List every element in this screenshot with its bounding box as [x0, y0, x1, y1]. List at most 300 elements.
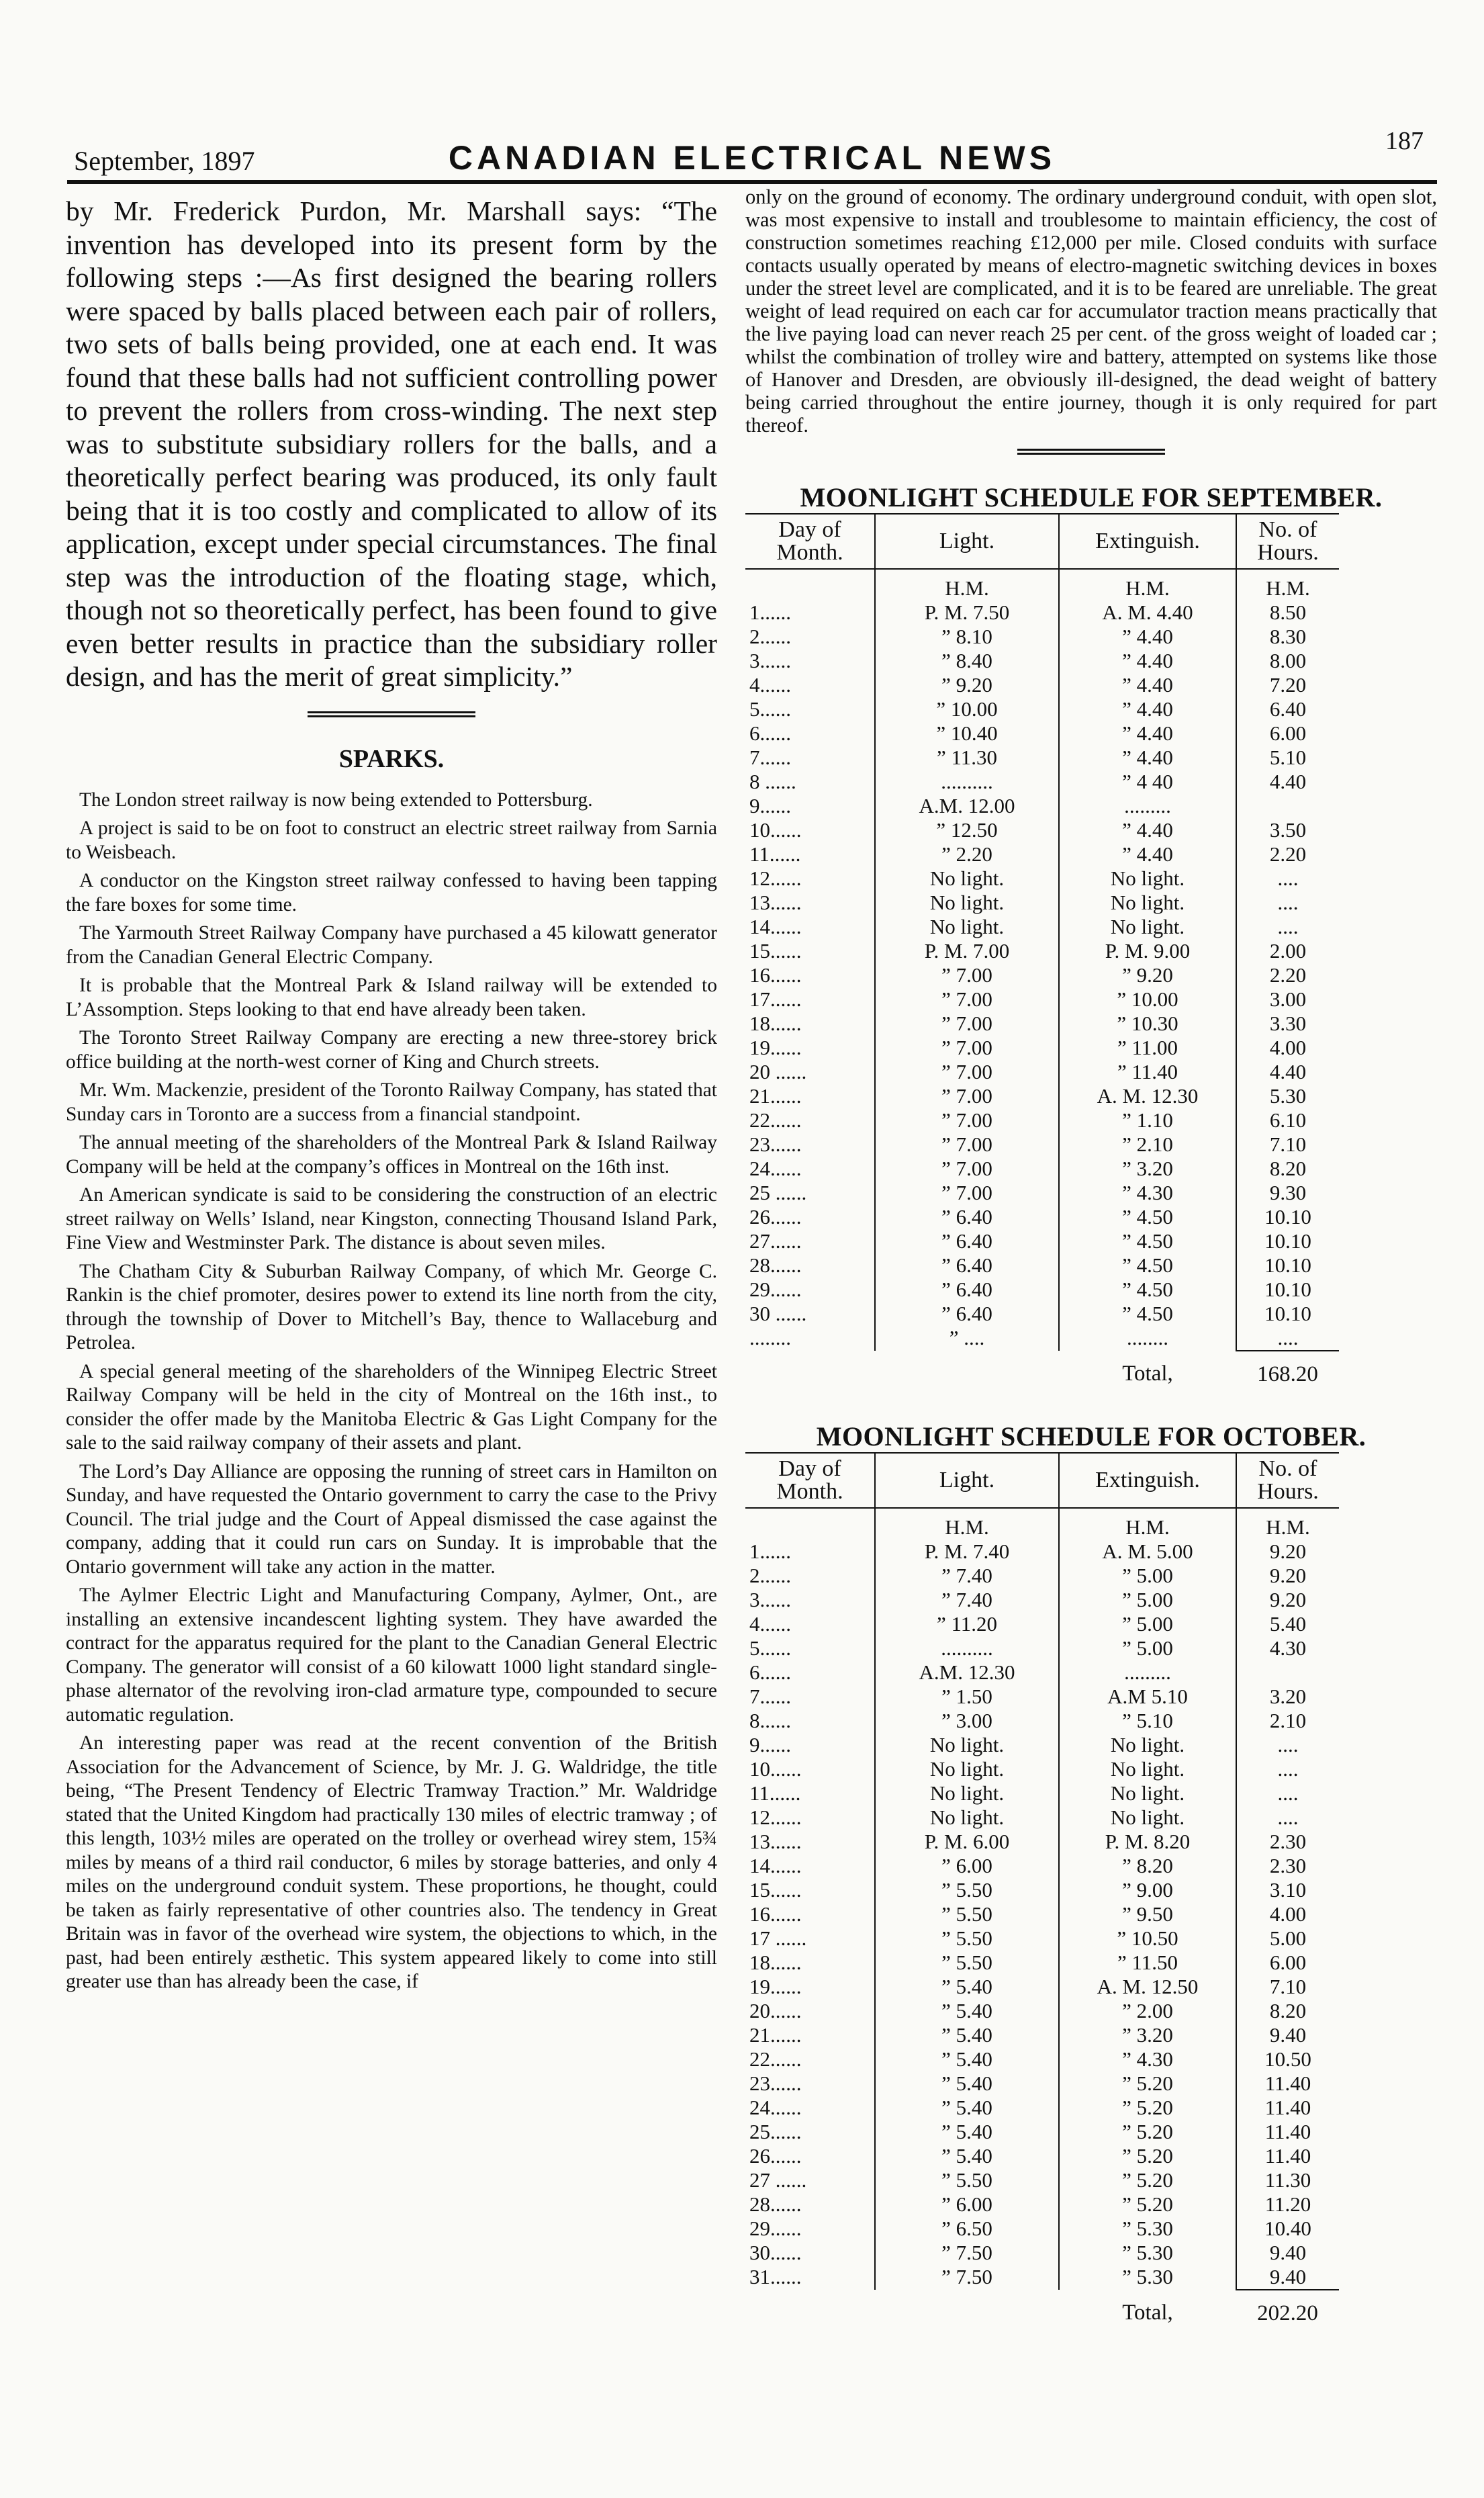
hours-cell: 4.40: [1236, 1060, 1339, 1084]
schedule-row: [745, 963, 1339, 987]
day-cell: 28......: [749, 1253, 802, 1277]
light-cell: ” 3.00: [875, 1709, 1059, 1733]
column-header: Extinguish.: [1059, 1453, 1236, 1508]
schedule-row: [745, 915, 1339, 939]
schedule-row: [745, 1878, 1339, 1902]
schedule-row: [745, 1278, 1339, 1302]
schedule-row: [745, 939, 1339, 963]
hours-cell: 9.40: [1236, 2023, 1339, 2047]
total-value: 168.20: [1236, 1351, 1339, 1386]
light-cell: No light.: [875, 1781, 1059, 1805]
light-cell: ” 7.40: [875, 1564, 1059, 1588]
day-cell: 18......: [749, 1012, 802, 1035]
schedule-row: [745, 1157, 1339, 1181]
day-cell: 12......: [749, 866, 802, 890]
day-cell: 15......: [749, 939, 802, 963]
day-cell: 25 ......: [749, 1181, 807, 1204]
light-cell: No light.: [875, 1733, 1059, 1757]
schedule-row: [745, 1060, 1339, 1084]
column-header: No. of Hours.: [1236, 514, 1339, 569]
schedule-row: [745, 2096, 1339, 2120]
september-schedule: [745, 482, 1437, 1386]
schedule-row: [745, 746, 1339, 770]
hours-cell: 3.50: [1236, 818, 1339, 842]
light-cell: ” 6.40: [875, 1278, 1059, 1302]
schedule-row: [745, 1975, 1339, 1999]
light-cell: ” 5.40: [875, 1999, 1059, 2023]
schedule-row: [745, 1326, 1339, 1351]
light-cell: No light.: [875, 866, 1059, 891]
hours-cell: 5.00: [1236, 1926, 1339, 1951]
extinguish-cell: ” 4.50: [1059, 1205, 1236, 1229]
light-cell: ” 5.50: [875, 2168, 1059, 2192]
day-cell: 19......: [749, 1036, 802, 1059]
hours-cell: 11.40: [1236, 2071, 1339, 2096]
day-cell: 14......: [749, 1854, 802, 1877]
light-cell: ” 7.00: [875, 1181, 1059, 1205]
light-cell: P. M. 7.00: [875, 939, 1059, 963]
hours-cell: 9.40: [1236, 2265, 1339, 2290]
hours-cell: 8.30: [1236, 625, 1339, 649]
hours-cell: 3.10: [1236, 1878, 1339, 1902]
day-cell: 15......: [749, 1878, 802, 1902]
extinguish-cell: No light.: [1059, 1757, 1236, 1781]
spacer: [1017, 1398, 1165, 1400]
spark-item: A project is said to be on foot to construct an electric street railway from Sarnia to Weisbeach.: [66, 817, 717, 863]
extinguish-cell: A. M. 12.50: [1059, 1975, 1236, 1999]
light-cell: ” 11.30: [875, 746, 1059, 770]
light-cell: ” 7.00: [875, 987, 1059, 1012]
schedule-title: MOONLIGHT SCHEDULE FOR SEPTEMBER.: [800, 482, 1383, 512]
day-cell: 21......: [749, 1084, 802, 1108]
column-header: Light.: [875, 1453, 1059, 1508]
hours-cell: ....: [1236, 1781, 1339, 1805]
schedule-row: [745, 1181, 1339, 1205]
extinguish-cell: ........: [1059, 1326, 1236, 1351]
hours-cell: 7.10: [1236, 1132, 1339, 1157]
light-cell: No light.: [875, 915, 1059, 939]
column-header: Light.: [875, 514, 1059, 569]
extinguish-cell: P. M. 8.20: [1059, 1830, 1236, 1854]
schedule-row: [745, 1781, 1339, 1805]
hours-cell: 6.00: [1236, 1951, 1339, 1975]
extinguish-cell: A.M 5.10: [1059, 1685, 1236, 1709]
schedule-row: [745, 1564, 1339, 1588]
hours-cell: 10.50: [1236, 2047, 1339, 2071]
hours-cell: 10.10: [1236, 1302, 1339, 1326]
sparks-heading: SPARKS.: [338, 744, 445, 773]
hours-cell: 3.20: [1236, 1685, 1339, 1709]
light-cell: ” 6.00: [875, 2192, 1059, 2217]
day-cell: ........: [749, 1326, 791, 1349]
extinguish-cell: ” 9.20: [1059, 963, 1236, 987]
extinguish-cell: ” 3.20: [1059, 1157, 1236, 1181]
schedule-row: [745, 2265, 1339, 2290]
hours-cell: [1236, 794, 1339, 818]
light-cell: ..........: [875, 770, 1059, 794]
day-cell: 21......: [749, 2023, 802, 2047]
day-cell: 25......: [749, 2120, 802, 2143]
spark-item: The Aylmer Electric Light and Manufacturing Company, Aylmer, Ont., are installing an extensive incandescent lighting system. They have awarded the contract for the apparatus required for the plant to the Canadian General Electric Company. The generator will consist of a 60 kilowatt 1000 light standard single-phase alternator of the revolving iron-clad armature type, compounded to secure automatic regulation.: [66, 1585, 717, 1726]
light-cell: P. M. 7.50: [875, 600, 1059, 625]
section-divider: [308, 711, 475, 717]
day-cell: 3......: [749, 649, 791, 672]
extinguish-cell: ” 9.00: [1059, 1878, 1236, 1902]
page-number: 187: [1385, 127, 1424, 155]
spark-item: A special general meeting of the shareholders of the Winnipeg Electric Street Railway Company will be held in the city of Montreal on the 16th inst., to consider the offer made by the Manitoba Electric & Gas Light Company for the sale to the said railway company of their assets and plant.: [66, 1360, 717, 1454]
light-cell: ” 8.10: [875, 625, 1059, 649]
hours-cell: 8.00: [1236, 649, 1339, 673]
light-cell: ” 8.40: [875, 649, 1059, 673]
schedule-row: [745, 1612, 1339, 1636]
light-cell: ” 6.40: [875, 1253, 1059, 1278]
sparks-list: [66, 789, 717, 1994]
light-cell: ” 7.00: [875, 1132, 1059, 1157]
hours-cell: 9.30: [1236, 1181, 1339, 1205]
unit-cell: H.M.: [1059, 569, 1236, 600]
day-cell: 27 ......: [749, 2168, 807, 2192]
light-cell: ” 9.20: [875, 673, 1059, 697]
extinguish-cell: ” 4.50: [1059, 1278, 1236, 1302]
day-cell: 17 ......: [749, 1926, 807, 1950]
light-cell: ” 7.00: [875, 1036, 1059, 1060]
schedule-row: [745, 1084, 1339, 1108]
unit-cell: H.M.: [1236, 569, 1339, 600]
extinguish-cell: ” 1.10: [1059, 1108, 1236, 1132]
extinguish-cell: ” 4.40: [1059, 673, 1236, 697]
schedule-row: [745, 2120, 1339, 2144]
light-cell: ” 5.50: [875, 1951, 1059, 1975]
light-cell: ” 7.00: [875, 1084, 1059, 1108]
schedule-row: [745, 1757, 1339, 1781]
day-cell: 4......: [749, 1612, 791, 1636]
light-cell: A.M. 12.30: [875, 1660, 1059, 1685]
hours-cell: 7.10: [1236, 1975, 1339, 1999]
light-cell: ” 6.40: [875, 1229, 1059, 1253]
schedule-row: [745, 600, 1339, 625]
schedule-row: [745, 794, 1339, 818]
light-cell: ” 1.50: [875, 1685, 1059, 1709]
light-cell: No light.: [875, 1757, 1059, 1781]
extinguish-cell: .........: [1059, 1660, 1236, 1685]
light-cell: ” 6.00: [875, 1854, 1059, 1878]
extinguish-cell: ” 4.50: [1059, 1229, 1236, 1253]
spark-item: A conductor on the Kingston street railway confessed to having been tapping the fare boxes for some time.: [66, 870, 717, 916]
extinguish-cell: ” 5.20: [1059, 2192, 1236, 2217]
hours-cell: 5.40: [1236, 1612, 1339, 1636]
day-cell: 1......: [749, 1540, 791, 1563]
day-cell: 11......: [749, 1781, 801, 1805]
units-row: [745, 1508, 1339, 1540]
schedule-row: [745, 1709, 1339, 1733]
light-cell: ” 7.00: [875, 1060, 1059, 1084]
day-cell: 20 ......: [749, 1060, 807, 1083]
schedule-row: [745, 2192, 1339, 2217]
spark-item: The Yarmouth Street Railway Company have purchased a 45 kilowatt generator from the Canadian General Electric Company.: [66, 922, 717, 968]
schedule-row: [745, 2047, 1339, 2071]
schedule-row: [745, 697, 1339, 721]
schedule-row: [745, 2241, 1339, 2265]
extinguish-cell: ” 9.50: [1059, 1902, 1236, 1926]
extinguish-cell: ” 5.00: [1059, 1636, 1236, 1660]
schedule-row: [745, 1999, 1339, 2023]
day-cell: 20......: [749, 1999, 802, 2022]
light-cell: ” 5.40: [875, 2023, 1059, 2047]
extinguish-cell: No light.: [1059, 1805, 1236, 1830]
hours-cell: 2.10: [1236, 1709, 1339, 1733]
light-cell: ” 10.40: [875, 721, 1059, 746]
day-cell: 23......: [749, 1132, 802, 1156]
extinguish-cell: ” 8.20: [1059, 1854, 1236, 1878]
extinguish-cell: ” 5.20: [1059, 2144, 1236, 2168]
hours-cell: ....: [1236, 891, 1339, 915]
hours-cell: 10.40: [1236, 2217, 1339, 2241]
light-cell: ” 5.40: [875, 2047, 1059, 2071]
extinguish-cell: ” 5.00: [1059, 1612, 1236, 1636]
day-cell: 2......: [749, 1564, 791, 1587]
light-cell: ” 7.40: [875, 1588, 1059, 1612]
schedule-row: [745, 1588, 1339, 1612]
extinguish-cell: ” 5.30: [1059, 2217, 1236, 2241]
schedule-row: [745, 1012, 1339, 1036]
hours-cell: 2.00: [1236, 939, 1339, 963]
hours-cell: 3.00: [1236, 987, 1339, 1012]
light-cell: ” 5.40: [875, 2144, 1059, 2168]
day-cell: 12......: [749, 1805, 802, 1829]
light-cell: ” 7.00: [875, 1108, 1059, 1132]
schedule-row: [745, 1805, 1339, 1830]
day-cell: 13......: [749, 891, 802, 914]
extinguish-cell: ” 4 40: [1059, 770, 1236, 794]
schedule-row: [745, 1132, 1339, 1157]
day-cell: 1......: [749, 600, 791, 624]
day-cell: 3......: [749, 1588, 791, 1611]
extinguish-cell: ” 4.40: [1059, 818, 1236, 842]
extinguish-cell: ” 11.40: [1059, 1060, 1236, 1084]
light-cell: P. M. 6.00: [875, 1830, 1059, 1854]
total-row: [745, 2290, 1339, 2325]
hours-cell: 2.20: [1236, 963, 1339, 987]
day-cell: 22......: [749, 1108, 802, 1132]
hours-cell: 10.10: [1236, 1253, 1339, 1278]
extinguish-cell: ” 5.20: [1059, 2096, 1236, 2120]
continued-paragraph: only on the ground of economy. The ordinary underground conduit, with open slot, was most expensive to install and troublesome to maintain efficiency, the cost of construction sometimes reaching £12,000 per mile. Closed conduits with surface contacts usually operated by means of electro-magnetic switching devices in boxes under the street level are complicated, and it is to be feared are unreliable. The great weight of lead required on each car for accumulator traction means practically that the live paying load can never reach 25 per cent. of the gross weight of loaded car ; whilst the combination of trolley wire and battery, attempted on systems like those of Hanover and Dresden, are obviously ill-designed, the dead weight of battery being carried throughout the entire journey, though it is only required for part thereof.: [745, 185, 1437, 437]
total-row: [745, 1351, 1339, 1386]
extinguish-cell: ” 5.10: [1059, 1709, 1236, 1733]
extinguish-cell: A. M. 12.30: [1059, 1084, 1236, 1108]
extinguish-cell: ” 4.40: [1059, 721, 1236, 746]
hours-cell: 9.20: [1236, 1564, 1339, 1588]
schedule-row: [745, 1302, 1339, 1326]
unit-cell: [745, 569, 875, 600]
light-cell: ” 7.00: [875, 1157, 1059, 1181]
day-cell: 31......: [749, 2265, 802, 2288]
extinguish-cell: ” 2.10: [1059, 1132, 1236, 1157]
extinguish-cell: ” 4.40: [1059, 746, 1236, 770]
hours-cell: 4.30: [1236, 1636, 1339, 1660]
hours-cell: 2.30: [1236, 1854, 1339, 1878]
schedule-row: [745, 1036, 1339, 1060]
schedule-row: [745, 891, 1339, 915]
day-cell: 29......: [749, 1278, 802, 1301]
schedule-row: [745, 1636, 1339, 1660]
hours-cell: 11.40: [1236, 2120, 1339, 2144]
day-cell: 26......: [749, 1205, 802, 1229]
header-rule: [67, 180, 1437, 184]
day-cell: 27......: [749, 1229, 802, 1253]
hours-cell: 9.20: [1236, 1540, 1339, 1564]
light-cell: ” 5.50: [875, 1878, 1059, 1902]
extinguish-cell: ” 5.30: [1059, 2265, 1236, 2290]
hours-cell: 6.40: [1236, 697, 1339, 721]
schedule-row: [745, 1854, 1339, 1878]
schedule-row: [745, 2144, 1339, 2168]
extinguish-cell: ” 4.30: [1059, 1181, 1236, 1205]
hours-cell: 5.30: [1236, 1084, 1339, 1108]
extinguish-cell: A. M. 4.40: [1059, 600, 1236, 625]
spark-item: An interesting paper was read at the recent convention of the British Association for the Advancement of Science, by Mr. J. G. Waldridge, the title being, “The Present Tendency of Electric Tramway Traction.” Mr. Waldridge stated that the United Kingdom had practically 130 miles of electric tramway ; of this length, 103½ miles are operated on the trolley or overhead wirey stem, 15¾ miles by means of a third rail conductor, 6 miles by storage batteries, and only 4 miles on the underground conduit system. These proportions, he thought, could be taken as fairly representative of other countries also. The tendency in Great Britain was in favor of the overhead wire system, the objections to which, in the past, had been entirely æsthetic. This system appeared likely to come into still greater use than has already been the case, if: [66, 1732, 717, 1992]
light-cell: ” 5.40: [875, 2096, 1059, 2120]
day-cell: 13......: [749, 1830, 802, 1853]
day-cell: 4......: [749, 673, 791, 697]
light-cell: A.M. 12.00: [875, 794, 1059, 818]
light-cell: ” 6.50: [875, 2217, 1059, 2241]
hours-cell: 6.00: [1236, 721, 1339, 746]
day-cell: 11......: [749, 842, 801, 866]
light-cell: ” ....: [875, 1326, 1059, 1351]
schedule-row: [745, 1926, 1339, 1951]
day-cell: 29......: [749, 2217, 802, 2240]
light-cell: ” 12.50: [875, 818, 1059, 842]
hours-cell: 8.50: [1236, 600, 1339, 625]
spark-item: It is probable that the Montreal Park & Island railway will be extended to L’Assomption. Steps looking to that end have already been taken.: [66, 975, 717, 1020]
hours-cell: 10.10: [1236, 1205, 1339, 1229]
day-cell: 17......: [749, 987, 802, 1011]
hours-cell: ....: [1236, 1805, 1339, 1830]
day-cell: 24......: [749, 2096, 802, 2119]
schedule-row: [745, 818, 1339, 842]
day-cell: 2......: [749, 625, 791, 648]
masthead-title: CANADIAN ELECTRICAL NEWS: [448, 139, 1056, 177]
schedule-row: [745, 2023, 1339, 2047]
unit-cell: H.M.: [1059, 1508, 1236, 1540]
section-divider: [1017, 449, 1165, 455]
day-cell: 26......: [749, 2144, 802, 2168]
hours-cell: 9.20: [1236, 1588, 1339, 1612]
hours-cell: 5.10: [1236, 746, 1339, 770]
schedule-row: [745, 1229, 1339, 1253]
spark-item: The Lord’s Day Alliance are opposing the running of street cars in Hamilton on Sunday, and have requested the Ontario government to carry the case to the Privy Council. The trial judge and the Court of Appeal dismissed the case against the company, adding that it could run cars on Sunday. It is improbable that the Ontario government will take any action in the matter.: [66, 1460, 717, 1578]
light-cell: P. M. 7.40: [875, 1540, 1059, 1564]
schedule-row: [745, 1951, 1339, 1975]
hours-cell: 9.40: [1236, 2241, 1339, 2265]
light-cell: ” 5.50: [875, 1926, 1059, 1951]
total-label: Total,: [1122, 2301, 1173, 2325]
column-header: No. of Hours.: [1236, 1453, 1339, 1508]
light-cell: ” 7.50: [875, 2241, 1059, 2265]
light-cell: ” 11.20: [875, 1612, 1059, 1636]
spark-item: Mr. Wm. Mackenzie, president of the Toronto Railway Company, has stated that Sunday cars in Toronto are a success from a financial standpoint.: [66, 1079, 717, 1125]
extinguish-cell: ” 11.50: [1059, 1951, 1236, 1975]
schedule-header-row: [745, 514, 1339, 569]
unit-cell: [745, 1508, 875, 1540]
unit-cell: H.M.: [1236, 1508, 1339, 1540]
right-column: [745, 185, 1437, 2325]
schedule-row: [745, 1540, 1339, 1564]
hours-cell: ....: [1236, 1733, 1339, 1757]
extinguish-cell: .........: [1059, 794, 1236, 818]
day-cell: 6......: [749, 721, 791, 745]
schedule-row: [745, 1733, 1339, 1757]
schedule-header-row: [745, 1453, 1339, 1508]
schedule-row: [745, 1108, 1339, 1132]
day-cell: 28......: [749, 2192, 802, 2216]
extinguish-cell: ” 10.00: [1059, 987, 1236, 1012]
schedule-row: [745, 866, 1339, 891]
hours-cell: ....: [1236, 1757, 1339, 1781]
hours-cell: 11.40: [1236, 2096, 1339, 2120]
schedule-row: [745, 1660, 1339, 1685]
day-cell: 5......: [749, 1636, 791, 1660]
extinguish-cell: ” 4.40: [1059, 649, 1236, 673]
hours-cell: 10.10: [1236, 1229, 1339, 1253]
day-cell: 16......: [749, 1902, 802, 1926]
schedule-row: [745, 2168, 1339, 2192]
day-cell: 5......: [749, 697, 791, 721]
spark-item: The Chatham City & Suburban Railway Company, of which Mr. George C. Rankin is the chief promoter, desires power to extend its line north from the city, through the township of Dover to Mitchell’s Bay, thence to Wallaceburg and Petrolea.: [66, 1260, 717, 1353]
extinguish-cell: ” 11.00: [1059, 1036, 1236, 1060]
hours-cell: 4.40: [1236, 770, 1339, 794]
light-cell: ” 7.00: [875, 963, 1059, 987]
extinguish-cell: No light.: [1059, 891, 1236, 915]
october-schedule: [745, 1421, 1437, 2325]
schedule-row: [745, 1830, 1339, 1854]
hours-cell: 4.00: [1236, 1902, 1339, 1926]
schedule-row: [745, 770, 1339, 794]
day-cell: 23......: [749, 2071, 802, 2095]
hours-cell: 8.20: [1236, 1157, 1339, 1181]
schedule-row: [745, 649, 1339, 673]
total-value: 202.20: [1236, 2290, 1339, 2325]
hours-cell: 10.10: [1236, 1278, 1339, 1302]
schedule-row: [745, 1253, 1339, 1278]
extinguish-cell: ” 10.50: [1059, 1926, 1236, 1951]
schedule-table: [745, 1452, 1339, 2325]
hours-cell: ....: [1236, 1326, 1339, 1351]
unit-cell: H.M.: [875, 1508, 1059, 1540]
extinguish-cell: No light.: [1059, 866, 1236, 891]
light-cell: ..........: [875, 1636, 1059, 1660]
light-cell: No light.: [875, 891, 1059, 915]
hours-cell: 11.40: [1236, 2144, 1339, 2168]
schedule-row: [745, 2217, 1339, 2241]
day-cell: 9......: [749, 1733, 791, 1756]
spark-item: An American syndicate is said to be considering the construction of an electric street railway on Wells’ Island, near Kingston, connecting Thousand Island Park, Fine View and Westminster Park. The distance is about seven miles.: [66, 1184, 717, 1253]
column-header: Extinguish.: [1059, 514, 1236, 569]
hours-cell: 6.10: [1236, 1108, 1339, 1132]
extinguish-cell: ” 5.00: [1059, 1564, 1236, 1588]
light-cell: No light.: [875, 1805, 1059, 1830]
day-cell: 19......: [749, 1975, 802, 1998]
schedule-row: [745, 673, 1339, 697]
schedule-row: [745, 625, 1339, 649]
day-cell: 30 ......: [749, 1302, 807, 1325]
light-cell: ” 10.00: [875, 697, 1059, 721]
extinguish-cell: ” 5.20: [1059, 2120, 1236, 2144]
hours-cell: ....: [1236, 866, 1339, 891]
schedule-table: [745, 513, 1339, 1386]
extinguish-cell: ” 10.30: [1059, 1012, 1236, 1036]
